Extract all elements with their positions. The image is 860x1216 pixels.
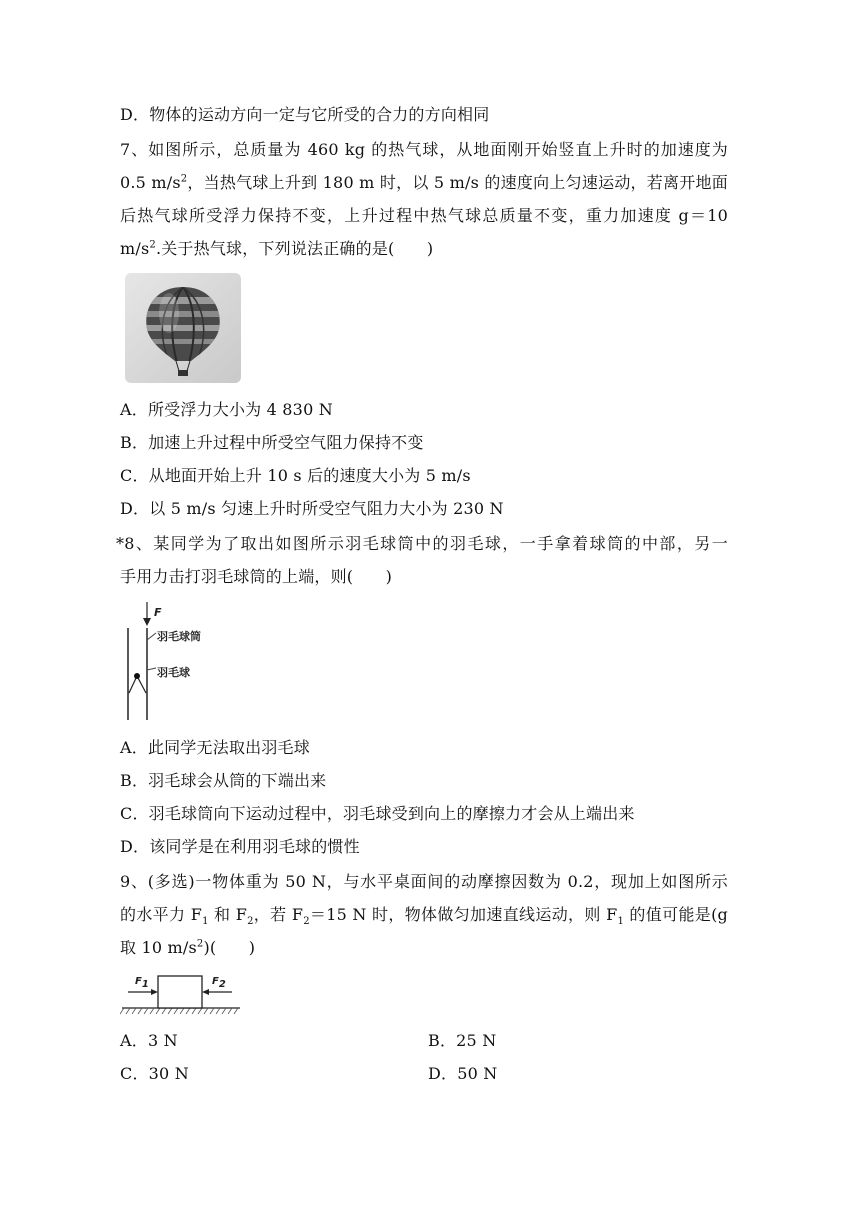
hot-air-balloon-image — [125, 273, 241, 383]
f2-sub: 2 — [218, 979, 226, 990]
block-forces-diagram — [120, 970, 242, 1018]
q7-accel-exp: 2 — [180, 173, 188, 185]
q9-stem-line1: 9、(多选)一物体重为 50 N，与水平桌面间的动摩擦因数为 0.2，现加上如图所示 — [120, 872, 728, 891]
q9-sub: 2 — [247, 916, 254, 928]
q9-text-part: 的水平力 F — [120, 905, 203, 924]
q9-stem-line2 — [120, 905, 728, 928]
q7-g-exp: 2 — [149, 239, 156, 251]
q7-stem-line2 — [120, 173, 728, 193]
q7-g-unit: m/s — [120, 239, 150, 258]
q9-sub: 1 — [617, 916, 625, 928]
q9-sup: 2 — [196, 938, 204, 950]
q8-option-c: C．羽毛球筒向下运动过程中，羽毛球受到向上的摩擦力才会从上端出来 — [120, 804, 635, 823]
f1-label — [135, 976, 149, 990]
shuttlecock-label: 羽毛球 — [157, 666, 190, 679]
q9-option-d: D．50 N — [428, 1064, 498, 1083]
f1-sub: 1 — [141, 979, 149, 990]
q9-stem-line3 — [120, 938, 255, 958]
q7-option-d: D．以 5 m/s 匀速上升时所受空气阻力大小为 230 N — [120, 499, 504, 518]
q7-option-c: C．从地面开始上升 10 s 后的速度大小为 5 m/s — [120, 466, 471, 485]
q7-stem-line3: 后热气球所受浮力保持不变，上升过程中热气球总质量不变，重力加速度 g＝10 — [120, 206, 728, 225]
q9-option-a: A．3 N — [120, 1031, 178, 1050]
q9-option-b: B．25 N — [428, 1031, 497, 1050]
q6-option-d: D．物体的运动方向一定与它所受的合力的方向相同 — [120, 105, 490, 124]
force-label: F — [154, 606, 162, 619]
q9-sub: 1 — [202, 916, 209, 928]
q8-option-b: B．羽毛球会从筒的下端出来 — [120, 771, 327, 790]
q7-stem-line2-rest: ，当热气球上升到 180 m 时，以 5 m/s 的速度向上匀速运动，若离开地面 — [187, 173, 728, 192]
tube-drawing — [120, 598, 240, 723]
q8-stem-line1: *8、某同学为了取出如图所示羽毛球筒中的羽毛球，一手拿着球筒的中部，另一 — [116, 534, 728, 553]
q8-option-d: D．该同学是在利用羽毛球的惯性 — [120, 837, 360, 856]
q9-text-part: 的值可能是(g — [624, 905, 728, 924]
q9-text-part: ，若 F — [253, 905, 304, 924]
q9-text-part: )( ) — [203, 938, 256, 957]
f2-label — [212, 976, 226, 990]
balloon-illustration — [125, 273, 241, 383]
q9-text-part: ＝15 N 时，物体做匀加速直线运动，则 F — [309, 905, 618, 924]
f1-letter: F — [135, 976, 142, 987]
q8-stem-line2: 手用力击打羽毛球筒的上端，则( ) — [120, 567, 393, 586]
q9-text-part: 和 F — [208, 905, 248, 924]
q7-option-b: B．加速上升过程中所受空气阻力保持不变 — [120, 433, 424, 452]
q7-option-a: A．所受浮力大小为 4 830 N — [120, 400, 333, 419]
f2-letter: F — [212, 976, 219, 987]
q9-option-c: C．30 N — [120, 1064, 189, 1083]
q9-text-part: 取 10 m/s — [120, 938, 197, 957]
q9-sub: 2 — [303, 916, 310, 928]
q8-option-a: A．此同学无法取出羽毛球 — [120, 738, 310, 757]
q7-accel-value: 0.5 m/s — [120, 173, 181, 192]
q7-stem-line1: 7、如图所示，总质量为 460 kg 的热气球，从地面刚开始竖直上升时的加速度为 — [120, 140, 728, 159]
tube-label: 羽毛球筒 — [157, 630, 201, 643]
q7-stem-line4 — [120, 239, 433, 259]
q7-stem-line4-rest: .关于热气球，下列说法正确的是( ) — [155, 239, 434, 258]
shuttlecock-tube-diagram — [120, 598, 240, 723]
